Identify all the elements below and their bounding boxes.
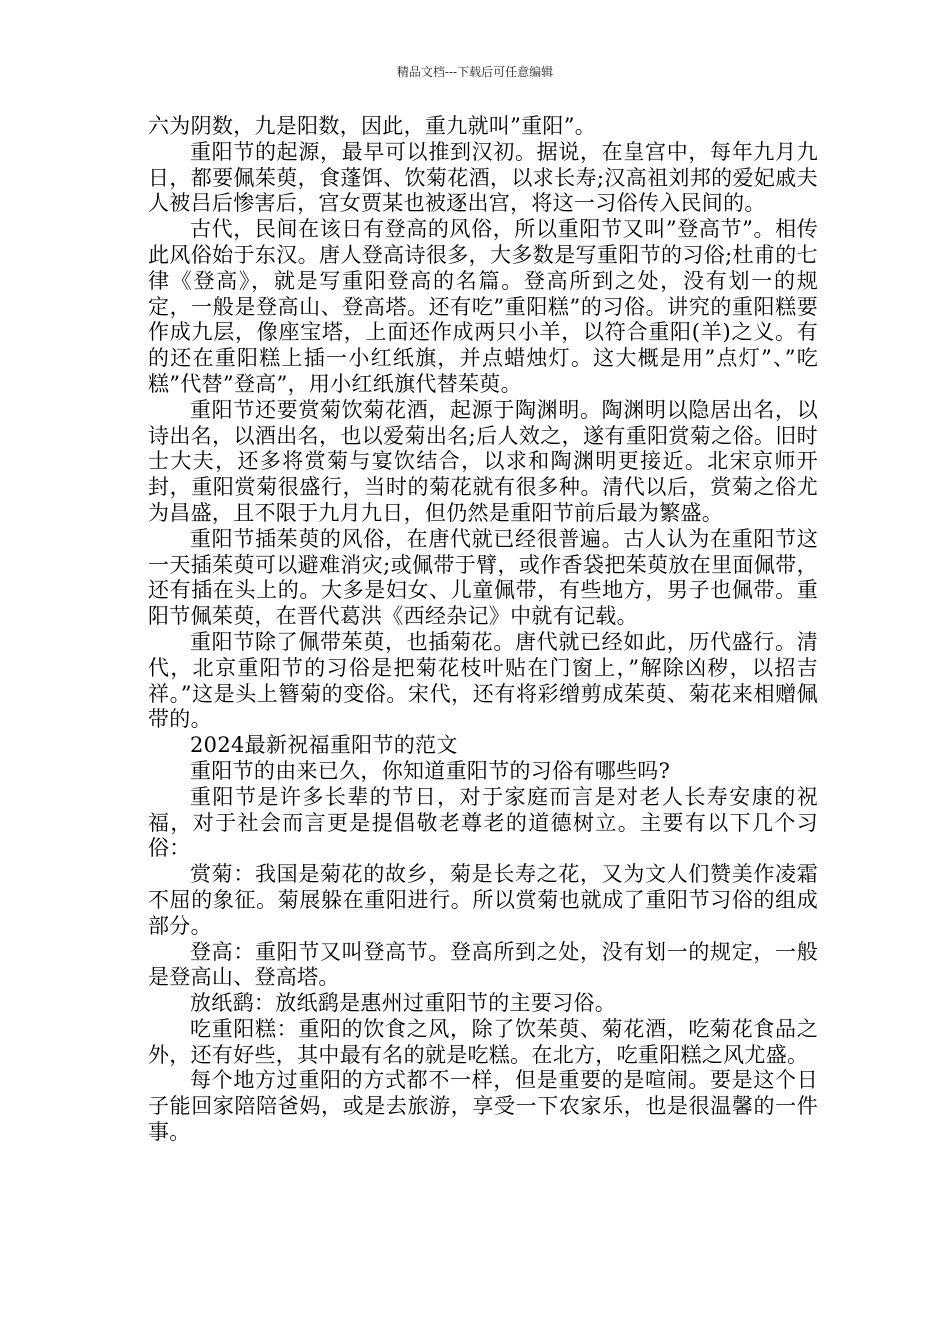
paragraph-13: 吃重阳糕：重阳的饮食之风，除了饮茱萸、菊花酒，吃菊花食品之外，还有好些，其中最有名的就是吃糕。在北方，吃重阳糕之风尤盛。: [148, 1016, 818, 1067]
page-header: 精品文档---下载后可任意编辑: [396, 65, 554, 79]
paragraph-5: 重阳节插茱萸的风俗，在唐代就已经很普遍。古人认为在重阳节这一天插茱萸可以避难消灾;或佩带于臂，或作香袋把茱萸放在里面佩带，还有插在头上的。大多是妇女、儿童佩带，有些地方，男子也佩带。重阳节佩茱萸，在晋代葛洪《西经杂记》中就有记载。: [148, 526, 818, 629]
paragraph-12: 放纸鹞：放纸鹞是惠州过重阳节的主要习俗。: [190, 991, 616, 1016]
paragraph-2: 重阳节的起源，最早可以推到汉初。据说，在皇宫中，每年九月九日，都要佩茱萸，食蓬饵、饮菊花酒，以求长寿;汉高祖刘邦的爱妃戚夫人被吕后惨害后，宫女贾某也被逐出宫，将这一习俗传入民间的。: [148, 139, 818, 216]
paragraph-10: 赏菊：我国是菊花的故乡，菊是长寿之花，又为文人们赞美作凌霜不屈的象征。菊展躲在重阳进行。所以赏菊也就成了重阳节习俗的组成部分。: [148, 862, 818, 938]
document-body: [148, 114, 818, 1146]
paragraph-11: 登高：重阳节又叫登高节。登高所到之处，没有划一的规定，一般是登高山、登高塔。: [148, 939, 818, 990]
section-heading: 2024最新祝福重阳节的范文: [190, 733, 458, 758]
paragraph-1: 六为阴数，九是阳数，因此，重九就叫”重阳”。: [148, 114, 597, 138]
paragraph-14: 每个地方过重阳的方式都不一样，但是重要的是喧闹。要是这个日子能回家陪陪爸妈，或是去旅游，享受一下农家乐，也是很温馨的一件事。: [148, 1068, 818, 1145]
paragraph-4: 重阳节还要赏菊饮菊花酒，起源于陶渊明。陶渊明以隐居出名，以诗出名，以酒出名，也以爱菊出名;后人效之，遂有重阳赏菊之俗。旧时士大夫，还多将赏菊与宴饮结合，以求和陶渊明更接近。北宋京师开封，重阳赏菊很盛行，当时的菊花就有很多种。清代以后，赏菊之俗尤为昌盛，且不限于九月九日，但仍然是重阳节前后最为繁盛。: [148, 397, 818, 525]
paragraph-3: 古代，民间在该日有登高的风俗，所以重阳节又叫”登高节”。相传此风俗始于东汉。唐人登高诗很多，大多数是写重阳节的习俗;杜甫的七律《登高》，就是写重阳登高的名篇。登高所到之处，没有划一的规定，一般是登高山、登高塔。还有吃”重阳糕”的习俗。讲究的重阳糕要作成九层，像座宝塔，上面还作成两只小羊，以符合重阳(羊)之义。有的还在重阳糕上插一小红纸旗，并点蜡烛灯。这大概是用”点灯”、”吃糕”代替”登高”，用小红纸旗代替茱萸。: [148, 217, 818, 396]
paragraph-6: 重阳节除了佩带茱萸，也插菊花。唐代就已经如此，历代盛行。清代，北京重阳节的习俗是把菊花枝叶贴在门窗上，”解除凶秽，以招吉祥。”这是头上簪菊的变俗。宋代，还有将彩缯剪成茱萸、菊花来相赠佩带的。: [148, 629, 818, 732]
paragraph-8: 重阳节的由来已久，你知道重阳节的习俗有哪些吗?: [190, 758, 671, 783]
paragraph-9: 重阳节是许多长辈的节日，对于家庭而言是对老人长寿安康的祝福，对于社会而言更是提倡敬老尊老的道德树立。主要有以下几个习俗：: [148, 784, 818, 861]
